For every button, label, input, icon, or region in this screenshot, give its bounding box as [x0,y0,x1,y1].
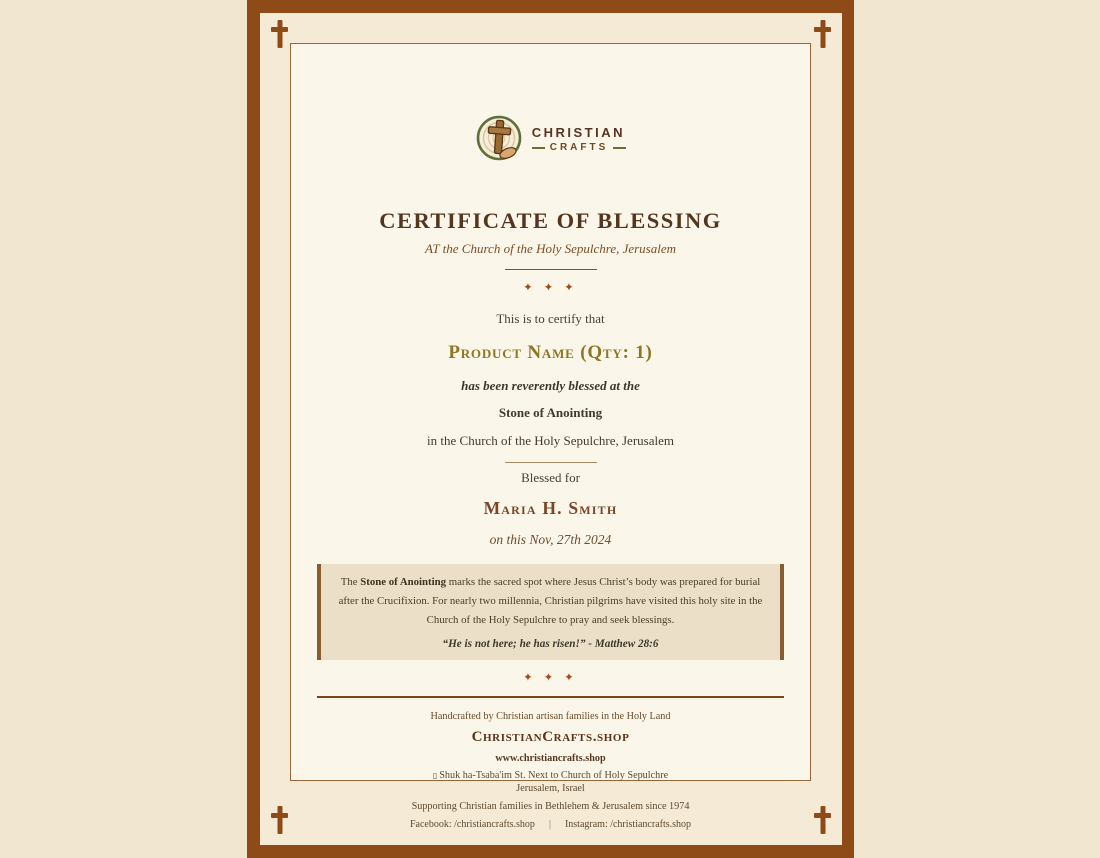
decorative-frame [247,0,854,858]
info-text-prefix: The [340,576,361,588]
blessed-line: has been reverently blessed at the [461,378,640,393]
address-street: Shuk ha-Tsaba'im St. Next to Church of Holy Sepulchre [439,769,669,781]
info-paragraph [333,573,768,630]
footer-divider [317,696,784,698]
subtitle-divider [505,269,597,270]
brand-name: CHRISTIAN [531,124,625,140]
brand-wordmark [532,126,627,153]
certificate-title: CERTIFICATE OF BLESSING [379,208,722,233]
blessed-for-label: Blessed for [521,470,580,485]
address-city: Jerusalem, Israel [516,783,585,795]
recipient-name: Maria H. Smith [483,498,618,518]
bible-verse: “He is not here; he has risen!” - Matthew 28:6 [442,637,659,650]
cross-icon [814,20,831,48]
cross-ornament: ✦ ✦ ✦ [523,282,578,294]
product-name: Product Name (Qty: 1) [448,342,653,363]
cross-icon [814,806,831,834]
stone-of-anointing-info-box [317,564,784,660]
info-text-bold: Stone of Anointing [360,576,447,588]
address-line [317,769,784,797]
website-url: www.christiancrafts.shop [495,752,606,764]
certify-line: This is to certify that [496,311,605,326]
handcrafted-line: Handcrafted by Christian artisan families in the Holy Land [430,710,671,722]
certificate-paper [290,43,811,831]
dash-ornament [532,147,545,149]
christian-crafts-logo-icon [475,114,523,164]
section-divider [505,462,597,463]
cross-icon [271,806,288,834]
footer-brand: ChristianCrafts.shop [471,728,630,745]
frame-interior [260,13,842,845]
cross-icon [271,20,288,48]
dash-ornament [613,147,626,149]
certificate-subtitle: AT the Church of the Holy Sepulchre, Jerusalem [424,241,677,256]
separator-pipe: | [548,819,551,831]
location-name: Stone of Anointing [498,405,603,420]
brand-logo [317,114,784,164]
location-pin-icon: ▯ [432,770,438,780]
blessing-date: on this Nov, 27th 2024 [489,532,612,547]
supporting-line: Supporting Christian families in Bethlehem & Jerusalem since 1974 [411,801,690,813]
cross-ornament: ✦ ✦ ✦ [523,671,578,684]
info-text-rest: marks the sacred spot where Jesus Christ’s body was prepared for burial after the Crucifixion. For nearly two millennia, Christian pilgrims have visited this holy site in the Church of the Holy Sepulchre to pray and seek blessings. [338,576,763,626]
brand-subname: CRAFTS [549,141,609,153]
social-line [317,819,784,830]
location-line: in the Church of the Holy Sepulchre, Jerusalem [427,433,674,448]
instagram-handle: Instagram: /christiancrafts.shop [564,819,692,831]
facebook-handle: Facebook: /christiancrafts.shop [409,819,535,831]
